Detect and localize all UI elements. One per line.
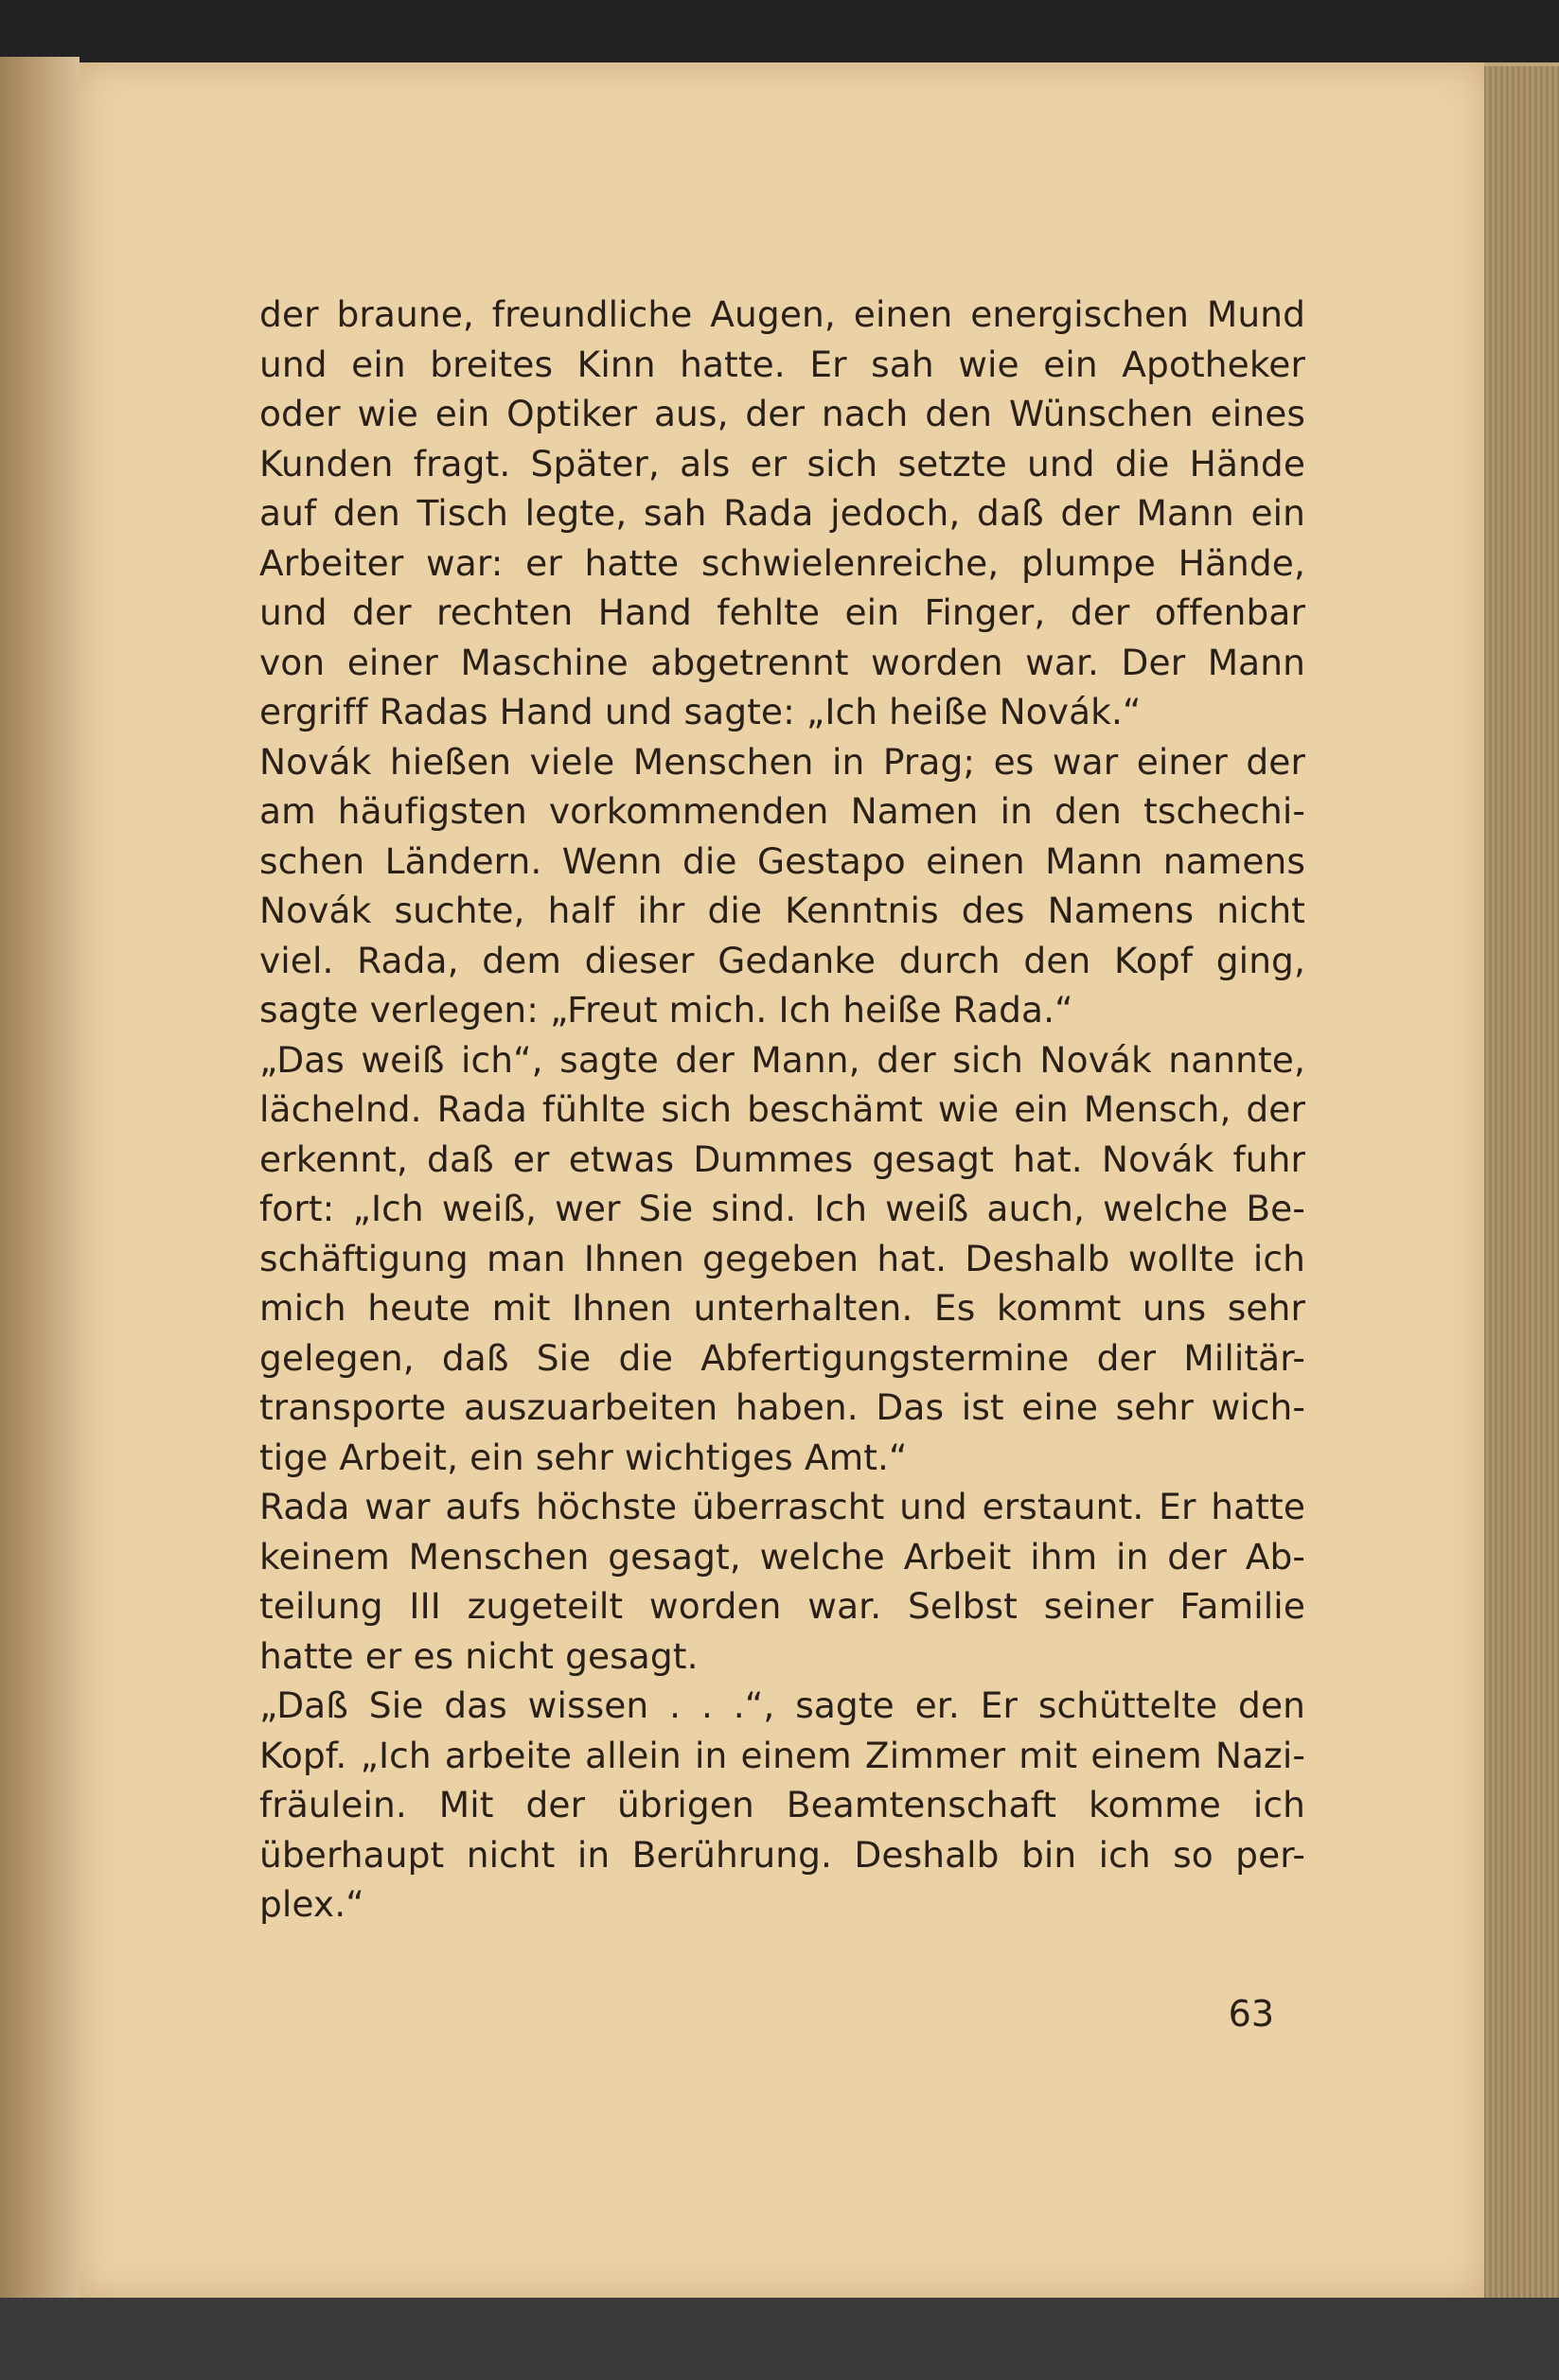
scan-background-bottom <box>0 2298 1559 2380</box>
text-line: keinem Menschen gesagt, welche Arbeit ihm in der Ab- <box>259 1535 1305 1578</box>
text-line: „Das weiß ich“, sagte der Mann, der sich Novák nannte, <box>259 1038 1305 1081</box>
text-line: plex.“ <box>259 1883 364 1925</box>
text-line: hatte er es nicht gesagt. <box>259 1634 699 1677</box>
text-line: tige Arbeit, ein sehr wichtiges Amt.“ <box>259 1436 908 1478</box>
text-line: auf den Tisch legte, sah Rada jedoch, daß der Mann ein <box>259 492 1305 534</box>
text-line: Kopf. „Ich arbeite allein in einem Zimmer mit einem Nazi- <box>259 1734 1305 1776</box>
text-line: lächelnd. Rada fühlte sich beschämt wie ein Mensch, der <box>259 1088 1305 1130</box>
text-line: der braune, freundliche Augen, einen energischen Mund <box>259 293 1305 335</box>
text-line: transporte auszuarbeiten haben. Das ist eine sehr wich- <box>259 1386 1305 1428</box>
page-edges <box>1484 66 1559 2300</box>
text-line: am häufigsten vorkommenden Namen in den tschechi- <box>259 790 1305 832</box>
text-line: gelegen, daß Sie die Abfertigungstermine der Militär- <box>259 1336 1305 1379</box>
text-line: schäftigung man Ihnen gegeben hat. Deshalb wollte ich <box>259 1237 1305 1279</box>
text-line: überhaupt nicht in Berührung. Deshalb bin ich so per- <box>259 1833 1305 1876</box>
book-binding <box>0 57 80 2301</box>
text-line: mich heute mit Ihnen unterhalten. Es kommt uns sehr <box>259 1287 1305 1329</box>
text-line: und der rechten Hand fehlte ein Finger, der offenbar <box>259 591 1305 633</box>
text-line: und ein breites Kinn hatte. Er sah wie ein Apotheker <box>259 343 1305 385</box>
text-line: erkennt, daß er etwas Dummes gesagt hat. Novák fuhr <box>259 1137 1305 1180</box>
text-line: teilung III zugeteilt worden war. Selbst seiner Familie <box>259 1585 1305 1627</box>
text-line: sagte verlegen: „Freut mich. Ich heiße Rada.“ <box>259 989 1073 1031</box>
text-line: ergriff Radas Hand und sagte: „Ich heiße Novák.“ <box>259 691 1142 732</box>
body-text <box>259 290 1305 1930</box>
text-line: fort: „Ich weiß, wer Sie sind. Ich weiß auch, welche Be- <box>259 1188 1305 1229</box>
text-line: Kunden fragt. Später, als er sich setzte und die Hände <box>259 442 1305 485</box>
text-line: Rada war aufs höchste überrascht und erstaunt. Er hatte <box>259 1486 1305 1527</box>
page-number: 63 <box>1228 1993 1274 2035</box>
text-line: fräulein. Mit der übrigen Beamtenschaft komme ich <box>259 1784 1305 1825</box>
book-page <box>80 62 1484 2298</box>
text-line: von einer Maschine abgetrennt worden war. Der Mann <box>259 641 1305 683</box>
text-line: Novák hießen viele Menschen in Prag; es war einer der <box>259 740 1305 783</box>
text-line: „Daß Sie das wissen . . .“, sagte er. Er schüttelte den <box>259 1684 1305 1726</box>
text-line: Arbeiter war: er hatte schwielenreiche, plumpe Hände, <box>259 541 1305 584</box>
text-line: viel. Rada, dem dieser Gedanke durch den Kopf ging, <box>259 939 1305 981</box>
scan-background-top <box>0 0 1559 62</box>
text-line: schen Ländern. Wenn die Gestapo einen Mann namens <box>259 839 1305 882</box>
text-line: oder wie ein Optiker aus, der nach den Wünschen eines <box>259 393 1305 434</box>
text-line: Novák suchte, half ihr die Kenntnis des Namens nicht <box>259 890 1305 931</box>
